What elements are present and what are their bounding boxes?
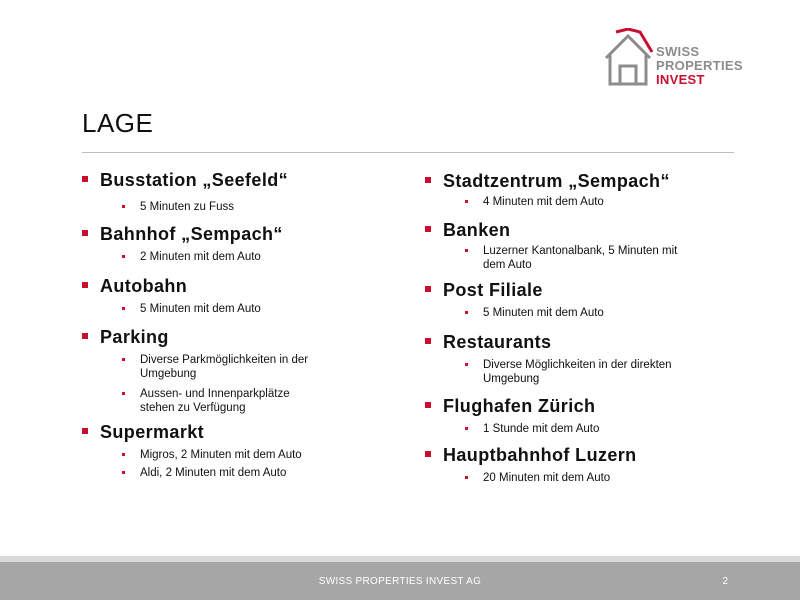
list-item xyxy=(425,220,725,272)
sub-item xyxy=(425,306,725,320)
item-heading xyxy=(82,422,382,442)
sub-bullet-icon xyxy=(465,311,468,314)
sub-bullet-icon xyxy=(122,471,125,474)
list-item xyxy=(82,422,382,480)
sub-item xyxy=(82,250,382,264)
heading-text: Supermarkt xyxy=(100,422,205,442)
bullet-icon xyxy=(82,176,88,182)
sub-item xyxy=(82,302,382,316)
list-item xyxy=(425,445,725,485)
sub-item xyxy=(425,422,725,436)
sub-item xyxy=(82,353,310,381)
sub-item xyxy=(82,200,382,214)
heading-text: Bahnhof „Sempach“ xyxy=(100,224,283,244)
heading-text: Post Filiale xyxy=(443,280,543,300)
list-item xyxy=(425,171,725,209)
bullet-icon xyxy=(425,338,431,344)
bullet-icon xyxy=(425,226,431,232)
heading-text: Parking xyxy=(100,327,169,347)
sub-item xyxy=(425,244,693,272)
sub-bullet-icon xyxy=(122,453,125,456)
page-number: 2 xyxy=(722,576,728,587)
sub-item xyxy=(82,448,382,462)
sub-item xyxy=(425,358,713,386)
sub-bullet-icon xyxy=(122,205,125,208)
sub-bullet-icon xyxy=(465,363,468,366)
sub-text: 5 Minuten zu Fuss xyxy=(140,201,234,213)
sub-bullet-icon xyxy=(122,307,125,310)
sub-text: 4 Minuten mit dem Auto xyxy=(483,196,604,208)
sub-text: 2 Minuten mit dem Auto xyxy=(140,251,261,263)
sub-text: Aussen- und Innenparkplätze stehen zu Verfügung xyxy=(140,388,290,414)
sub-text: 5 Minuten mit dem Auto xyxy=(140,303,261,315)
sub-bullet-icon xyxy=(465,249,468,252)
heading-text: Stadtzentrum „Sempach“ xyxy=(443,171,670,191)
footer-company: SWISS PROPERTIES INVEST AG xyxy=(318,576,482,587)
logo-wordmark xyxy=(656,45,743,87)
item-heading xyxy=(425,445,725,465)
bullet-icon xyxy=(425,177,431,183)
heading-text: Banken xyxy=(443,220,511,240)
title-divider xyxy=(82,152,734,153)
item-heading xyxy=(82,327,382,347)
list-item xyxy=(82,170,382,214)
sub-bullet-icon xyxy=(122,358,125,361)
list-item xyxy=(82,224,382,264)
item-heading xyxy=(82,170,382,190)
sub-item xyxy=(425,195,725,209)
list-item xyxy=(82,276,382,316)
list-item xyxy=(82,327,382,415)
sub-text: 5 Minuten mit dem Auto xyxy=(483,307,604,319)
item-heading xyxy=(82,276,382,296)
sub-text: Diverse Parkmöglichkeiten in der Umgebung xyxy=(140,354,309,380)
logo-line-2: PROPERTIES xyxy=(656,58,743,73)
bullet-icon xyxy=(425,286,431,292)
house-logo-icon xyxy=(602,28,654,90)
sub-item xyxy=(82,387,310,415)
sub-bullet-icon xyxy=(465,476,468,479)
sub-bullet-icon xyxy=(465,200,468,203)
sub-bullet-icon xyxy=(465,427,468,430)
slide-title: LAGE xyxy=(82,108,154,138)
sub-item xyxy=(425,471,725,485)
bullet-icon xyxy=(82,333,88,339)
heading-text: Flughafen Zürich xyxy=(443,396,596,416)
sub-text: Diverse Möglichkeiten in der direkten Umgebung xyxy=(483,359,672,385)
company-logo xyxy=(602,28,782,90)
bullet-icon xyxy=(82,428,88,434)
bullet-icon xyxy=(425,402,431,408)
list-item xyxy=(425,396,725,436)
bullet-icon xyxy=(425,451,431,457)
sub-item xyxy=(82,466,382,480)
bullet-icon xyxy=(82,282,88,288)
sub-text: Migros, 2 Minuten mit dem Auto xyxy=(140,449,302,461)
sub-bullet-icon xyxy=(122,255,125,258)
list-item xyxy=(425,280,725,320)
sub-bullet-icon xyxy=(122,392,125,395)
logo-line-3: INVEST xyxy=(656,72,705,87)
bullet-icon xyxy=(82,230,88,236)
item-heading xyxy=(425,332,725,352)
sub-text: 20 Minuten mit dem Auto xyxy=(483,472,611,484)
sub-text: Luzerner Kantonalbank, 5 Minuten mit dem Auto xyxy=(483,245,678,271)
list-item xyxy=(425,332,725,386)
sub-text: Aldi, 2 Minuten mit dem Auto xyxy=(140,467,287,479)
heading-text: Autobahn xyxy=(100,276,188,296)
slide-footer xyxy=(0,556,800,600)
item-heading xyxy=(425,396,725,416)
sub-text: 1 Stunde mit dem Auto xyxy=(483,423,600,435)
heading-text: Busstation „Seefeld“ xyxy=(100,170,289,190)
item-heading xyxy=(425,220,725,240)
heading-text: Hauptbahnhof Luzern xyxy=(443,445,637,465)
item-heading xyxy=(82,224,382,244)
item-heading xyxy=(425,171,725,191)
heading-text: Restaurants xyxy=(443,332,552,352)
item-heading xyxy=(425,280,725,300)
logo-line-1: SWISS xyxy=(656,44,700,59)
